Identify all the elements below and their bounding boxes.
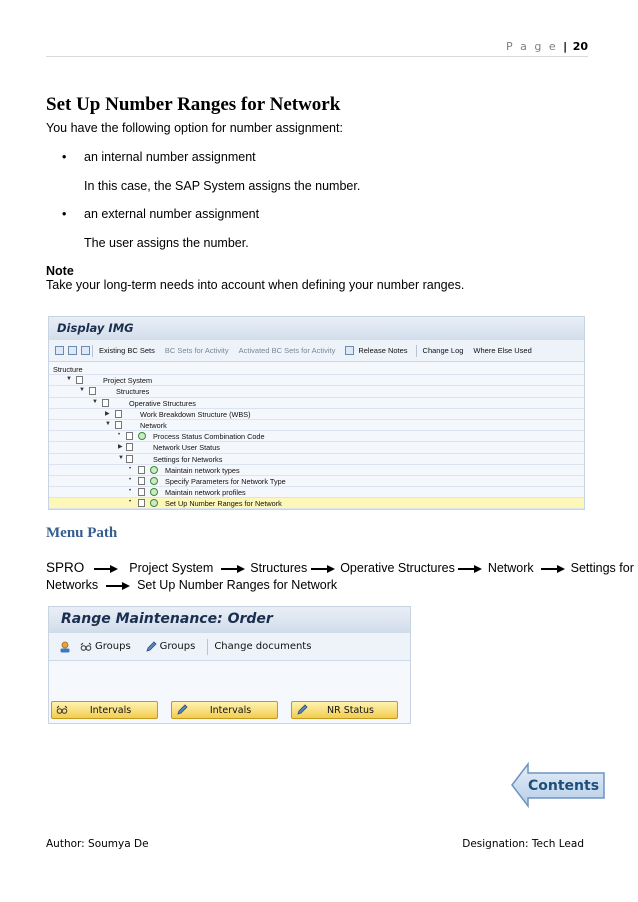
document-icon (76, 376, 83, 384)
note-label: Note (46, 264, 74, 278)
tree-node[interactable]: • Specify Parameters for Network Type (49, 476, 584, 487)
menu-path-line-1: SPRO Project System Structures Operative Structures Network Settings for (46, 560, 634, 575)
tree-node[interactable]: • Maintain network types (49, 465, 584, 476)
tree-header: Structure (49, 364, 584, 375)
contents-button[interactable] (510, 762, 606, 808)
toolbar-where-else-used[interactable]: Where Else Used (473, 346, 532, 355)
arrow-right-icon (106, 581, 132, 591)
img-tree (49, 364, 584, 509)
document-icon (138, 477, 145, 485)
tree-node[interactable]: • Process Status Combination Code (49, 431, 584, 442)
pencil-icon (296, 704, 308, 716)
page-separator: | (563, 40, 568, 53)
footer-designation: Designation: Tech Lead (462, 838, 584, 850)
glasses-display-icon (80, 641, 92, 653)
option-title: an external number assignment (84, 207, 260, 221)
collapse-triangle-icon: ▶ (118, 444, 123, 451)
expand-triangle-icon: ▼ (118, 454, 124, 461)
display-img-toolbar (49, 340, 584, 362)
range-maintenance-toolbar (49, 633, 410, 661)
toolbar-bc-sets-for-activity[interactable]: BC Sets for Activity (164, 346, 229, 355)
menu-path-heading: Menu Path (46, 525, 118, 541)
document-icon (115, 410, 122, 418)
option-title: an internal number assignment (84, 150, 256, 164)
tree-node[interactable]: ▶ Work Breakdown Structure (WBS) (49, 409, 584, 420)
note-text: Take your long-term needs into account when defining your number ranges. (46, 278, 465, 292)
arrow-right-icon (541, 564, 567, 574)
find-icon (55, 346, 64, 355)
pencil-icon (145, 641, 157, 653)
execute-clock-icon (150, 477, 158, 485)
page-number: 20 (572, 40, 588, 53)
bullet-icon: • (129, 488, 132, 495)
document-icon (102, 399, 109, 407)
arrow-right-icon (458, 564, 484, 574)
bullet-icon: • (118, 432, 121, 439)
execute-clock-icon (150, 499, 158, 507)
bullet-icon: • (129, 476, 132, 483)
option-detail: In this case, the SAP System assigns the number. (84, 179, 361, 193)
toolbar-existing-bc-sets[interactable]: Existing BC Sets (99, 346, 155, 355)
document-icon (138, 466, 145, 474)
document-icon (89, 387, 96, 395)
range-maintenance-screenshot (48, 606, 411, 724)
bullet-marker: • (62, 150, 67, 164)
contents-label: Contents (528, 778, 600, 794)
document-icon (138, 488, 145, 496)
document-icon (126, 455, 133, 463)
pencil-icon (176, 704, 188, 716)
document-icon (81, 346, 90, 355)
execute-clock-icon (138, 432, 146, 440)
expand-triangle-icon: ▼ (105, 420, 111, 427)
section-title: Set Up Number Ranges for Network (46, 94, 341, 115)
expand-triangle-icon: ▼ (79, 387, 85, 394)
toolbar-groups-display[interactable]: Groups (95, 641, 131, 652)
user-icon[interactable] (59, 641, 71, 653)
save-icon (68, 346, 77, 355)
option-detail: The user assigns the number. (84, 236, 249, 250)
header-divider (46, 56, 588, 57)
toolbar-activated-bc-sets[interactable]: Activated BC Sets for Activity (238, 346, 336, 355)
arrow-right-icon (221, 564, 247, 574)
page-header (506, 40, 588, 53)
toolbar-change-documents[interactable]: Change documents (214, 641, 312, 652)
arrow-right-icon (94, 564, 120, 574)
bullet-marker: • (62, 207, 67, 221)
page-label: P a g e (506, 40, 558, 53)
bullet-icon: • (129, 499, 132, 506)
interval-buttons (51, 701, 411, 719)
intervals-change-button[interactable]: Intervals (171, 701, 278, 719)
tree-node-selected[interactable]: • Set Up Number Ranges for Network (49, 498, 584, 509)
range-maintenance-title: Range Maintenance: Order (49, 607, 410, 633)
nr-status-button[interactable]: NR Status (291, 701, 398, 719)
document-icon (138, 499, 145, 507)
tree-node[interactable]: ▶ Network User Status (49, 442, 584, 453)
execute-clock-icon (150, 466, 158, 474)
glasses-display-icon (56, 704, 68, 716)
toolbar-change-log[interactable]: Change Log (422, 346, 464, 355)
bullet-icon: • (129, 465, 132, 472)
arrow-right-icon (311, 564, 337, 574)
toolbar-release-notes[interactable]: Release Notes (358, 346, 408, 355)
footer-author: Author: Soumya De (46, 838, 149, 850)
intro-text: You have the following option for number assignment: (46, 121, 343, 135)
intervals-display-button[interactable]: Intervals (51, 701, 158, 719)
tree-node[interactable]: ▼ Operative Structures (49, 398, 584, 409)
tree-node[interactable]: ▼ Network (49, 420, 584, 431)
document-icon (115, 421, 122, 429)
document-icon (126, 443, 133, 451)
display-img-title: Display IMG (49, 317, 584, 340)
tree-node[interactable]: • Maintain network profiles (49, 487, 584, 498)
tree-node[interactable]: ▼ Settings for Networks (49, 454, 584, 465)
expand-triangle-icon: ▼ (66, 376, 72, 383)
tree-node[interactable]: ▼ Structures (49, 386, 584, 397)
tree-node[interactable]: ▼ Project System (49, 375, 584, 386)
toolbar-groups-change[interactable]: Groups (159, 641, 196, 652)
execute-clock-icon (150, 488, 158, 496)
display-img-screenshot (48, 316, 585, 510)
collapse-triangle-icon: ▶ (105, 410, 110, 417)
expand-triangle-icon: ▼ (92, 398, 98, 405)
menu-path-line-2: Networks Set Up Number Ranges for Network (46, 578, 338, 592)
info-icon (345, 346, 354, 355)
document-icon (126, 432, 133, 440)
